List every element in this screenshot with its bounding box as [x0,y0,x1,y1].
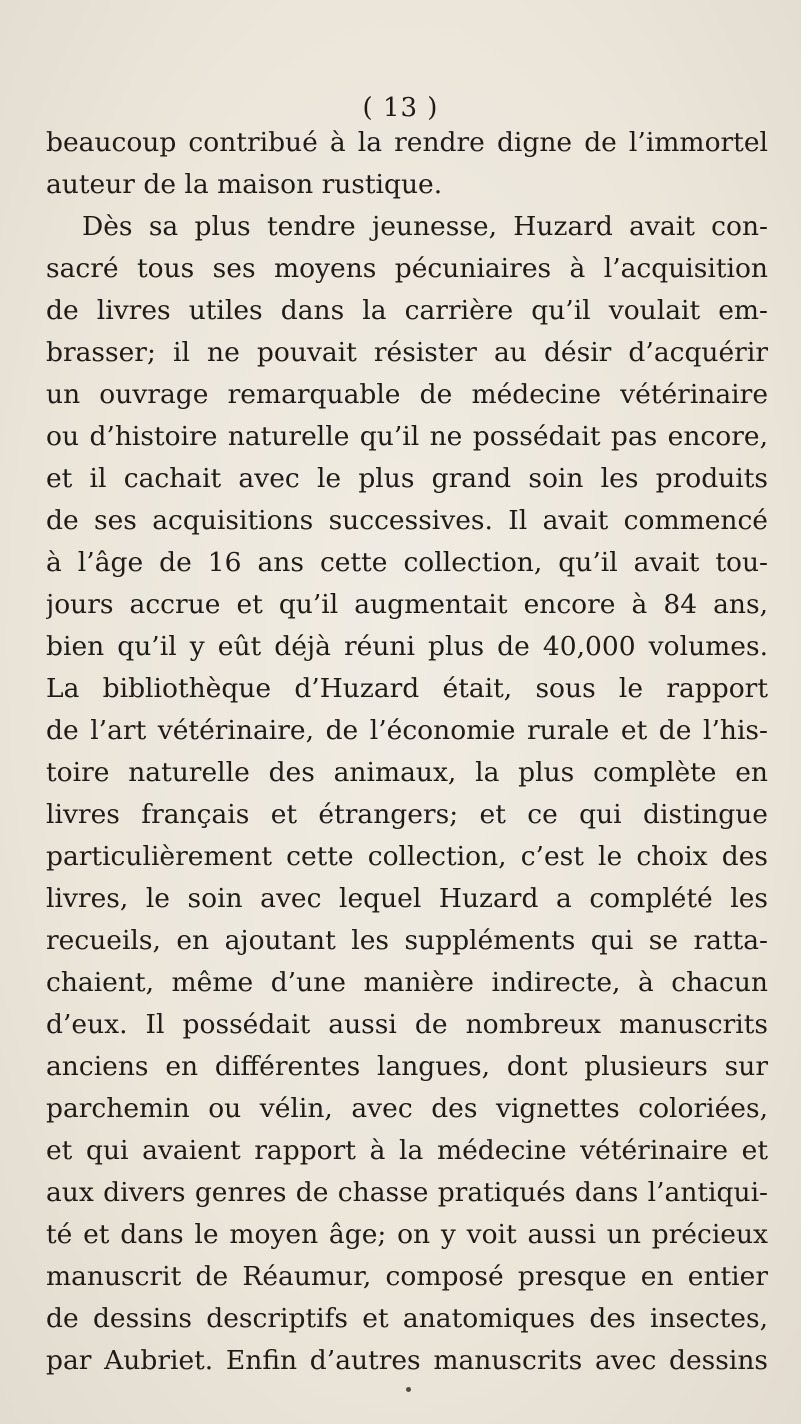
text-line: de l’art vétérinaire, de l’économie rurale et de l’his- [46,715,768,746]
text-line: livres, le soin avec lequel Huzard a complété les [46,883,768,914]
text-line: livres français et étrangers; et ce qui distingue [46,799,768,830]
text-line: beaucoup contribué à la rendre digne de l’immortel [46,127,768,158]
text-line: d’eux. Il possédait aussi de nombreux manuscrits [46,1009,768,1040]
text-line: sacré tous ses moyens pécuniaires à l’acquisition [46,253,768,284]
text-line: manuscrit de Réaumur, composé presque en entier [46,1261,768,1292]
text-line: Dès sa plus tendre jeunesse, Huzard avait con- [82,211,768,242]
text-line: toire naturelle des animaux, la plus complète en [46,757,768,788]
text-line: parchemin ou vélin, avec des vignettes coloriées, [46,1093,768,1124]
page-number: ( 13 ) [362,93,439,123]
text-line: chaient, même d’une manière indirecte, à chacun [46,967,768,998]
text-line: un ouvrage remarquable de médecine vétérinaire [46,379,768,410]
text-line: anciens en différentes langues, dont plusieurs sur [46,1051,768,1082]
text-line: par Aubriet. Enfin d’autres manuscrits avec dessins [46,1345,768,1376]
text-line: de ses acquisitions successives. Il avait commencé [46,505,768,536]
text-line: aux divers genres de chasse pratiqués dans l’antiqui- [46,1177,768,1208]
text-line: particulièrement cette collection, c’est le choix des [46,841,768,872]
text-line: à l’âge de 16 ans cette collection, qu’il avait tou- [46,547,768,578]
text-line: La bibliothèque d’Huzard était, sous le rapport [46,673,768,704]
body-text [46,122,768,1382]
text-line: de livres utiles dans la carrière qu’il voulait em- [46,295,768,326]
text-line: jours accrue et qu’il augmentait encore à 84 ans, [46,589,768,620]
text-line: et qui avaient rapport à la médecine vétérinaire et [46,1135,768,1166]
text-line: et il cachait avec le plus grand soin les produits [46,463,768,494]
text-line: auteur de la maison rustique. [46,169,443,200]
ink-speck [406,1387,411,1392]
text-line: bien qu’il y eût déjà réuni plus de 40,000 volumes. [46,631,768,662]
text-line: brasser; il ne pouvait résister au désir d’acquérir [46,337,768,368]
text-line: ou d’histoire naturelle qu’il ne possédait pas encore, [46,421,768,452]
text-line: recueils, en ajoutant les suppléments qui se ratta- [46,925,768,956]
text-line: de dessins descriptifs et anatomiques des insectes, [46,1303,768,1334]
text-line: té et dans le moyen âge; on y voit aussi un précieux [46,1219,768,1250]
